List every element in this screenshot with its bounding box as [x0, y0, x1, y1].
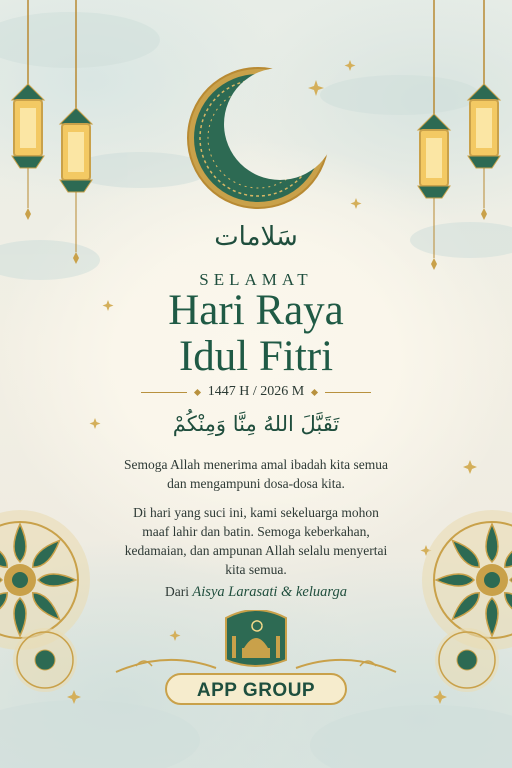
- sender-line: [0, 584, 512, 601]
- divider-line: [325, 392, 371, 393]
- arabic-title: سَلامات: [214, 222, 298, 252]
- sparkle-icon: [351, 198, 362, 209]
- message-line: kedamaian, dan ampunan Allah selalu menyertai: [124, 543, 388, 558]
- brand-emblem: [106, 610, 406, 720]
- message-line: kita semua.: [225, 562, 287, 577]
- year-text: 1447 H / 2026 M: [207, 384, 305, 399]
- message-line: Di hari yang suci ini, kami sekeluarga mohon: [133, 505, 379, 520]
- message-paragraph-1: [0, 455, 512, 493]
- sender-prefix: Dari: [165, 584, 190, 599]
- divider-diamond-icon: [194, 388, 201, 395]
- divider-line: [141, 392, 187, 393]
- title-line-2: Idul Fitri: [178, 333, 334, 380]
- hanging-lantern-icon: [468, 84, 500, 220]
- hanging-lantern-icon: [12, 84, 44, 220]
- message-line: maaf lahir dan batin. Semoga keberkahan,: [142, 524, 370, 539]
- crescent-moon-icon: [180, 62, 350, 222]
- message-paragraph-2: [0, 503, 512, 579]
- divider-diamond-icon: [311, 388, 318, 395]
- message-line: Semoga Allah menerima amal ibadah kita semua: [124, 457, 388, 472]
- sender-name: Aisya Larasati & keluarga: [192, 584, 347, 600]
- message-line: dan mengampuni dosa-dosa kita.: [167, 476, 345, 491]
- arabic-greeting: تَقَبَّلَ اللهُ مِنَّا وَمِنْكُمْ: [172, 412, 340, 436]
- year-row: [0, 382, 512, 402]
- title-line-1: Hari Raya: [168, 287, 344, 334]
- selamat-heading: SELAMAT: [199, 270, 313, 289]
- brand-name: APP GROUP: [196, 680, 316, 701]
- mosque-icon: [226, 610, 286, 666]
